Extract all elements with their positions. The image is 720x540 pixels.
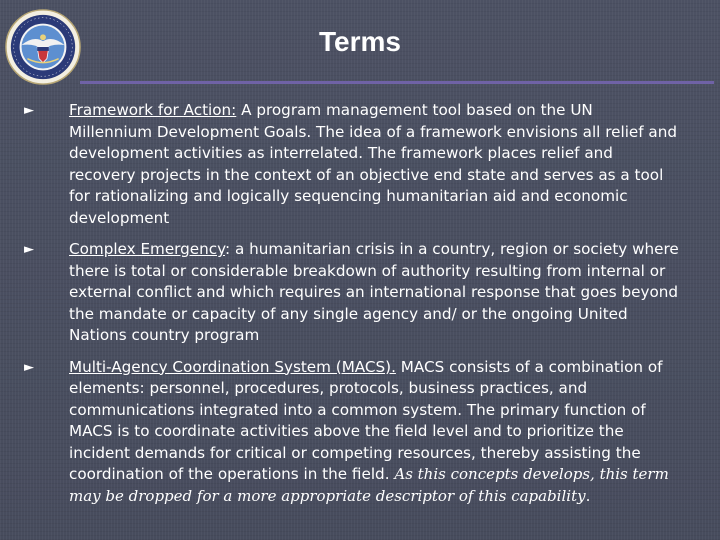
bullet-arrow-icon: ► bbox=[24, 359, 34, 375]
term-definition: : a humanitarian crisis in a country, region or society where there is total or considerable breakdown of authority resulting from internal or external conflict and which requires an international response that goes beyond the mandate or capacity of any single agency and/ or the ongoing United Nations country program bbox=[69, 240, 679, 344]
term-name: Framework for Action: bbox=[69, 101, 237, 119]
term-name: Multi-Agency Coordination System (MACS). bbox=[69, 357, 396, 376]
slide-title: Terms bbox=[319, 26, 401, 57]
bullet-arrow-icon: ► bbox=[24, 242, 34, 257]
terms-list bbox=[0, 100, 720, 517]
department-of-defense-seal-icon bbox=[4, 8, 82, 86]
term-definition: MACS consists of a combination of elements: personnel, procedures, protocols, business practices, and communications integrated into a common system. The primary function of MACS is to coordinate activities above the field level and to prioritize the incident demands for critical or competing resources, thereby assisting the coordination of the operations in the field. bbox=[69, 357, 663, 483]
term-note: As this concepts develops, this term may be dropped for a more appropriate descriptor of this capability bbox=[69, 465, 669, 505]
term-name: Complex Emergency bbox=[69, 240, 225, 258]
title-divider bbox=[80, 81, 714, 84]
term-item-framework-for-action bbox=[0, 100, 720, 229]
bullet-arrow-icon: ► bbox=[24, 103, 34, 118]
term-definition: A program management tool based on the UN Millennium Development Goals. The idea of a framework envisions all relief and development activities as interrelated. The framework places relief and recovery projects in the context of an objective end state and serves as a tool for rationalizing and logically sequencing humanitarian aid and economic development bbox=[69, 101, 678, 227]
term-item-macs: ► Multi-Agency Coordination System (MACS). MACS consists of a combination of elements: personnel, procedures, protocols, business practices, and communications integrated into a common system. The primary function of MACS is to coordinate activities above the field level and to prioritize the incident demands for critical or competing resources, thereby assisting the coordination of the operations in the field. As this concepts develops, this term may be dropped for a more appropriate descriptor of this capability. bbox=[24, 357, 669, 505]
term-item-complex-emergency bbox=[0, 239, 720, 347]
